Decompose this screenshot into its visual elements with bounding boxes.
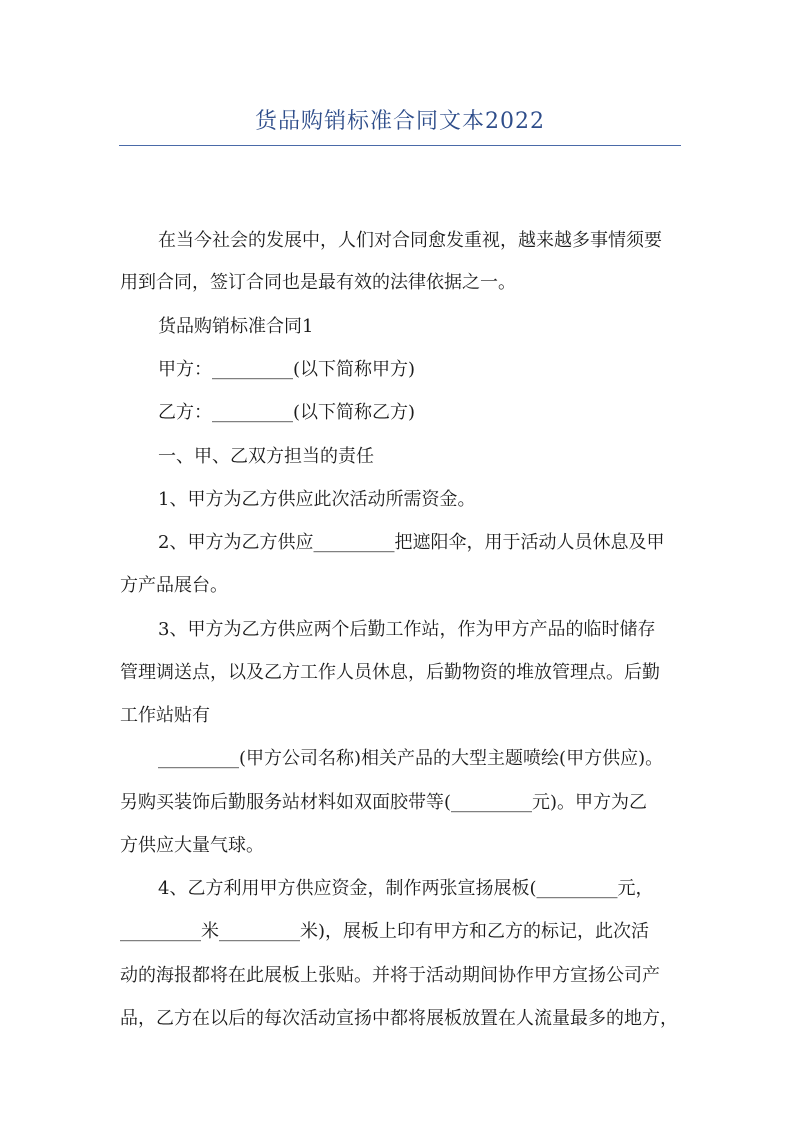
paragraph-line: _________(甲方公司名称)相关产品的大型主题喷绘(甲方供应)。 bbox=[158, 748, 664, 769]
paragraph-line: 乙方：_________(以下简称乙方) bbox=[158, 402, 416, 423]
paragraph-line: 用到合同，签订合同也是最有效的法律依据之一。 bbox=[120, 272, 516, 293]
paragraph-line: 管理调送点，以及乙方工作人员休息，后勤物资的堆放管理点。后勤 bbox=[120, 662, 660, 683]
paragraph-line: 甲方：_________(以下简称甲方) bbox=[158, 359, 416, 380]
paragraph-line: 动的海报都将在此展板上张贴。并将于活动期间协作甲方宣扬公司产 bbox=[120, 965, 660, 986]
paragraph-line: 货品购销标准合同1 bbox=[158, 316, 314, 337]
paragraph-line: _________米_________米)，展板上印有甲方和乙方的标记，此次活 bbox=[120, 921, 650, 942]
paragraph-line: 方产品展台。 bbox=[120, 575, 228, 596]
paragraph-line: 方供应大量气球。 bbox=[120, 835, 264, 856]
paragraph-line: 4、乙方利用甲方供应资金，制作两张宣扬展板(_________元， bbox=[158, 878, 654, 899]
paragraph-line: 工作站贴有 bbox=[120, 705, 210, 726]
paragraph-line: 品，乙方在以后的每次活动宣扬中都将展板放置在人流量最多的地方， bbox=[120, 1008, 678, 1029]
document-title: 货品购销标准合同文本2022 bbox=[255, 109, 545, 134]
paragraph-line: 1、甲方为乙方供应此次活动所需资金。 bbox=[158, 489, 476, 510]
section-heading: 一、甲、乙双方担当的责任 bbox=[158, 446, 374, 467]
paragraph-line: 在当今社会的发展中，人们对合同愈发重视，越来越多事情须要 bbox=[158, 230, 662, 251]
paragraph-line: 2、甲方为乙方供应_________把遮阳伞，用于活动人员休息及甲 bbox=[158, 532, 665, 553]
paragraph-line: 3、甲方为乙方供应两个后勤工作站，作为甲方产品的临时储存 bbox=[158, 619, 656, 640]
title-underline bbox=[119, 145, 681, 146]
paragraph-line: 另购买装饰后勤服务站材料如双面胶带等(_________元)。甲方为乙 bbox=[120, 792, 648, 813]
